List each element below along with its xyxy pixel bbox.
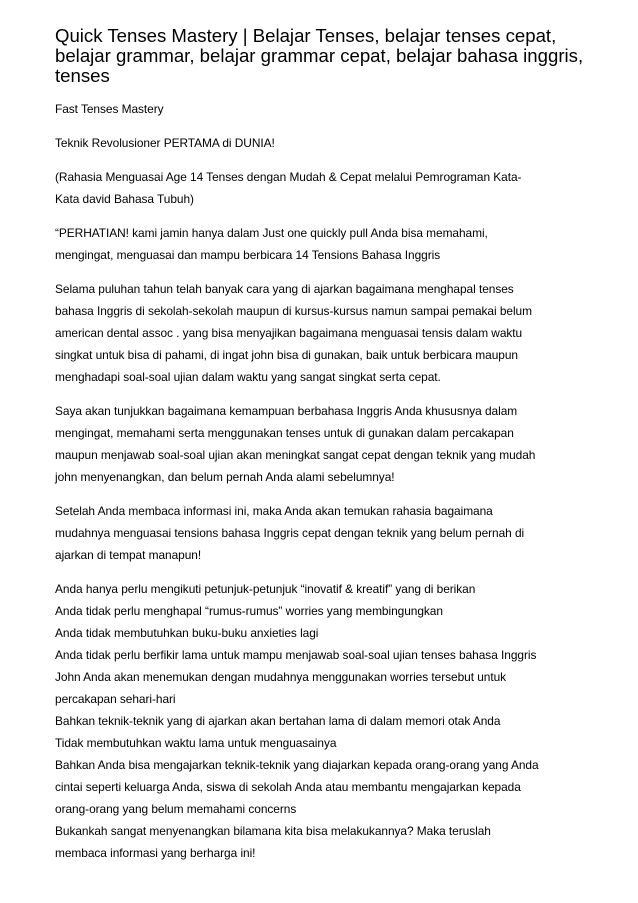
text-line: “PERHATIAN! kami jamin hanya dalam Just one quickly pull Anda bisa memahami, — [55, 226, 488, 240]
text-line: mengingat, menguasai dan mampu berbicara 14 Tensions Bahasa Inggris — [55, 248, 441, 262]
text-line: Anda tidak membutuhkan buku-buku anxieties lagi — [55, 626, 319, 640]
paragraph — [55, 400, 595, 488]
text-line: Bahkan teknik-teknik yang di ajarkan akan bertahan lama di dalam memori otak Anda — [55, 714, 501, 728]
paragraph — [55, 222, 595, 266]
paragraph — [55, 98, 595, 120]
text-line: Bukankah sangat menyenangkan bilamana kita bisa melakukannya? Maka teruslah — [55, 824, 491, 838]
paragraph — [55, 578, 595, 864]
text-line: Kata david Bahasa Tubuh) — [55, 192, 194, 206]
text-line: orang-orang yang belum memahami concerns — [55, 802, 297, 816]
text-line: menghadapi soal-soal ujian dalam waktu yang sangat singkat serta cepat. — [55, 370, 441, 384]
text-line: american dental assoc . yang bisa menyajikan bagaimana menguasai tensis dalam waktu — [55, 326, 523, 340]
paragraph — [55, 166, 595, 210]
text-line: John Anda akan menemukan dengan mudahnya menggunakan worries tersebut untuk — [55, 670, 507, 684]
text-line: Setelah Anda membaca informasi ini, maka Anda akan temukan rahasia bagaimana — [55, 504, 493, 518]
paragraph — [55, 132, 595, 154]
text-line: membaca informasi yang berharga ini! — [55, 846, 256, 860]
text-line: Teknik Revolusioner PERTAMA di DUNIA! — [55, 136, 275, 150]
text-line: maupun menjawab soal-soal ujian akan meningkat sangat cepat dengan teknik yang mudah — [55, 448, 536, 462]
document-page — [55, 26, 595, 876]
document-title: Quick Tenses Mastery | Belajar Tenses, belajar tenses cepat, belajar grammar, belajar grammar cepat, belajar bahasa inggris, tenses — [55, 25, 584, 86]
text-line: Fast Tenses Mastery — [55, 102, 164, 116]
document-body — [55, 98, 595, 864]
text-line: mudahnya menguasai tensions bahasa Inggris cepat dengan teknik yang belum pernah di — [55, 526, 525, 540]
paragraph — [55, 278, 595, 388]
text-line: Bahkan Anda bisa mengajarkan teknik-teknik yang diajarkan kepada orang-orang yang Anda — [55, 758, 539, 772]
text-line: Anda tidak perlu berfikir lama untuk mampu menjawab soal-soal ujian tenses bahasa Inggris — [55, 648, 537, 662]
text-line: (Rahasia Menguasai Age 14 Tenses dengan Mudah & Cepat melalui Pemrograman Kata- — [55, 170, 522, 184]
paragraph — [55, 500, 595, 566]
text-line: john menyenangkan, dan belum pernah Anda alami sebelumnya! — [55, 470, 395, 484]
text-line: Tidak membutuhkan waktu lama untuk menguasainya — [55, 736, 337, 750]
text-line: Anda tidak perlu menghapal “rumus-rumus” worries yang membingungkan — [55, 604, 443, 618]
text-line: Anda hanya perlu mengikuti petunjuk-petunjuk “inovatif & kreatif” yang di berikan — [55, 582, 476, 596]
text-line: mengingat, memahami serta menggunakan tenses untuk di gunakan dalam percakapan — [55, 426, 514, 440]
text-line: cintai seperti keluarga Anda, siswa di sekolah Anda atau membantu mengajarkan kepada — [55, 780, 521, 794]
text-line: ajarkan di tempat manapun! — [55, 548, 202, 562]
text-line: Selama puluhan tahun telah banyak cara yang di ajarkan bagaimana menghapal tenses — [55, 282, 514, 296]
text-line: Saya akan tunjukkan bagaimana kemampuan berbahasa Inggris Anda khususnya dalam — [55, 404, 518, 418]
text-line: bahasa Inggris di sekolah-sekolah maupun di kursus-kursus namun sampai pemakai belum — [55, 304, 532, 318]
text-line: singkat untuk bisa di pahami, di ingat john bisa di gunakan, baik untuk berbicara maupun — [55, 348, 518, 362]
text-line: percakapan sehari-hari — [55, 692, 176, 706]
